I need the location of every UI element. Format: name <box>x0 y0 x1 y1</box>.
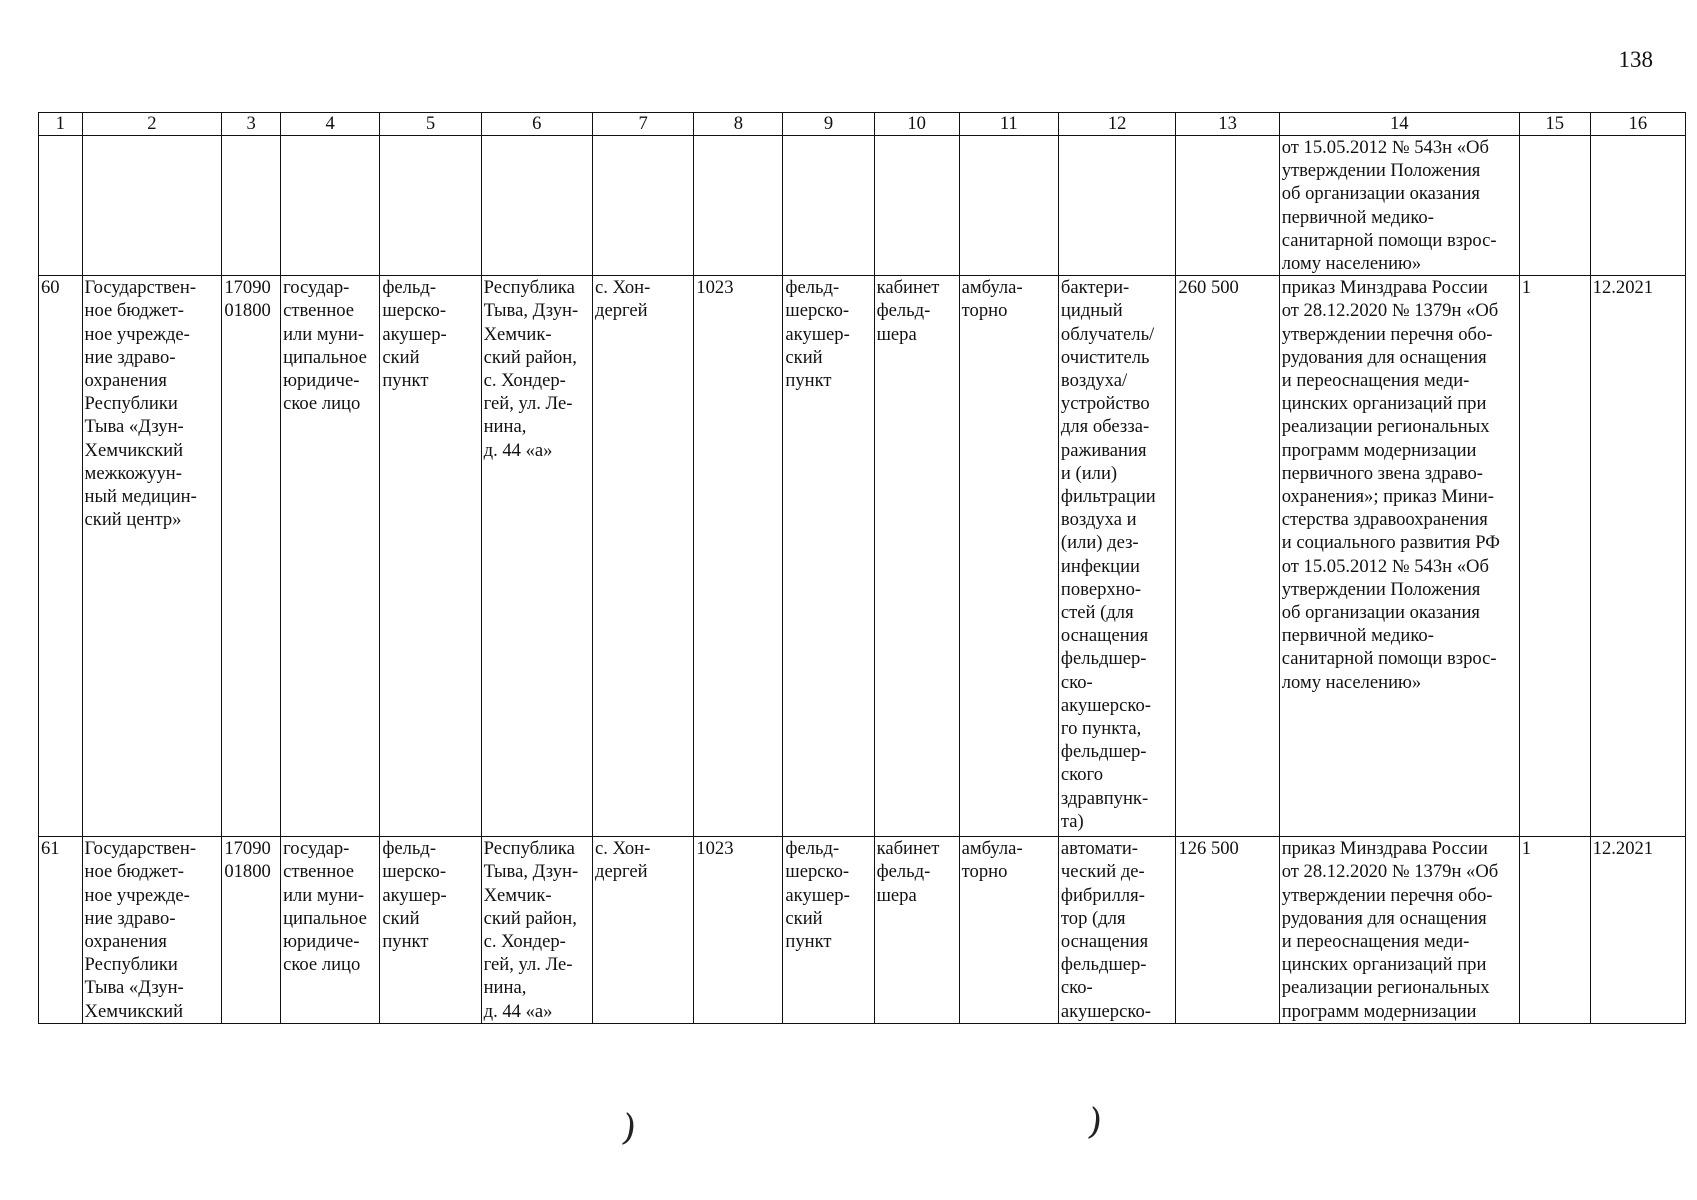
cell-line: ский <box>785 907 823 929</box>
cell-line: амбула- <box>961 277 1023 299</box>
scan-mark-left: ) <box>619 1107 639 1150</box>
cell-line: Тыва, Дзун- <box>483 300 579 322</box>
cell-line: стей (для <box>1060 602 1134 624</box>
room-name <box>874 837 959 1024</box>
cell-line: го пункта, <box>1060 718 1142 740</box>
cell-line: межкожуун- <box>84 462 182 484</box>
cell-line: оснащения <box>1060 931 1149 953</box>
cell-line: Тыва, Дзун- <box>483 861 579 883</box>
cell-line: ципальное <box>283 346 367 368</box>
legal-form <box>281 837 380 1024</box>
cell-line: та) <box>1060 810 1084 832</box>
cell-line: государ- <box>283 838 350 860</box>
legal-basis <box>1279 837 1519 1024</box>
col-header-15: 15 <box>1519 113 1590 136</box>
cell-line: ние здраво- <box>84 907 176 929</box>
cell-line: автомати- <box>1060 838 1138 860</box>
due-date: 12.2021 <box>1590 837 1685 1024</box>
cell-line: оснащения <box>1060 625 1149 647</box>
cell-line: с. Хон- <box>595 277 651 299</box>
facility-type <box>380 837 481 1024</box>
cell-line: ско- <box>1060 977 1093 999</box>
col-header-2: 2 <box>82 113 222 136</box>
cell-line: охранения <box>84 370 167 392</box>
cell-line: юридиче- <box>283 931 360 953</box>
cell-line: Хемчикский <box>84 1000 184 1022</box>
cell-line: ное учрежде- <box>84 884 190 906</box>
cell-line: тор (для <box>1060 907 1126 929</box>
cell-line: и (или) <box>1060 462 1118 484</box>
cell-line: пункт <box>382 931 429 953</box>
cell-line: раживания <box>1060 439 1147 461</box>
cell-line: гей, ул. Ле- <box>483 954 573 976</box>
room-name <box>874 276 959 837</box>
table-row <box>39 837 1686 1024</box>
col-header-16: 16 <box>1590 113 1685 136</box>
cell-line: облучатель/ <box>1060 323 1155 345</box>
col-header-10: 10 <box>874 113 959 136</box>
cell-line: программ модернизации <box>1281 1000 1477 1022</box>
cell-line: цинских организаций при <box>1281 954 1487 976</box>
cell-line: первичной медико- <box>1281 625 1434 647</box>
cell-line: 01800 <box>224 861 271 883</box>
cell-line: фельд- <box>876 861 931 883</box>
cell-line: акушерско- <box>1060 1000 1151 1022</box>
due-date: 12.2021 <box>1590 276 1685 837</box>
cell-line: от 15.05.2012 № 543н «Об <box>1281 137 1489 158</box>
cell-line: охранения»; приказ Мини- <box>1281 486 1494 508</box>
cell-line: поверхно- <box>1060 578 1142 600</box>
continuation-basis-cell <box>1279 136 1519 276</box>
cell-line: Республика <box>483 838 575 860</box>
equipment-cost: 126 500 <box>1176 837 1279 1024</box>
continuation-row <box>39 136 1686 276</box>
cell-line: ское лицо <box>283 954 361 976</box>
cell-line: 17090 <box>224 838 271 860</box>
facility-address <box>481 276 592 837</box>
cell-line: ского <box>1060 764 1104 786</box>
cell-line: кабинет <box>876 838 940 860</box>
cell-line: устройство <box>1060 393 1150 415</box>
cell-line: от 15.05.2012 № 543н «Об <box>1281 555 1489 577</box>
quantity: 1 <box>1519 837 1590 1024</box>
col-header-1: 1 <box>39 113 83 136</box>
cell-line: от 28.12.2020 № 1379н «Об <box>1281 300 1499 322</box>
cell-line: ский центр» <box>84 509 182 531</box>
equipment-name <box>1058 276 1175 837</box>
cell-line: фельдшер- <box>1060 741 1147 763</box>
col-header-8: 8 <box>694 113 783 136</box>
cell-line: нина, <box>483 977 527 999</box>
cell-line: утверждении перечня обо- <box>1281 884 1493 906</box>
cell-line: амбула- <box>961 838 1023 860</box>
cell-line: фельдшер- <box>1060 648 1147 670</box>
cell-line: ственное <box>283 300 355 322</box>
cell-line: воздуха и <box>1060 509 1137 531</box>
col-header-5: 5 <box>380 113 481 136</box>
cell-line: кабинет <box>876 277 940 299</box>
facility-type <box>380 276 481 837</box>
cell-line: лому населению» <box>1281 671 1422 693</box>
cell-line: пункт <box>785 931 832 953</box>
cell-line: шерско- <box>785 861 850 883</box>
cell-line: приказ Минздрава России <box>1281 838 1488 860</box>
cell-line: ние здраво- <box>84 346 176 368</box>
organization-name <box>82 837 222 1024</box>
cell-line: Республики <box>84 393 178 415</box>
document-table <box>38 112 1686 1024</box>
col-header-9: 9 <box>783 113 874 136</box>
cell-line: от 28.12.2020 № 1379н «Об <box>1281 861 1499 883</box>
organization-name <box>82 276 222 837</box>
cell-line: фельд- <box>785 277 840 299</box>
cell-line: реализации региональных <box>1281 416 1490 438</box>
settlement <box>593 276 694 837</box>
cell-line: очиститель <box>1060 346 1150 368</box>
cell-line: акушер- <box>785 323 850 345</box>
cell-line: фельд- <box>382 277 437 299</box>
cell-line: ное бюджет- <box>84 300 184 322</box>
cell-line: с. Хондер- <box>483 931 566 953</box>
cell-line: и социального развития РФ <box>1281 532 1500 554</box>
cell-line: и переоснащения меди- <box>1281 370 1470 392</box>
table-row <box>39 276 1686 837</box>
cell-line: фельд- <box>876 300 931 322</box>
cell-line: ципальное <box>283 907 367 929</box>
col-header-4: 4 <box>281 113 380 136</box>
row-number: 60 <box>39 276 83 837</box>
cell-line: торно <box>961 300 1008 322</box>
equipment-name <box>1058 837 1175 1024</box>
cell-line: акушер- <box>785 884 850 906</box>
equipment-cost: 260 500 <box>1176 276 1279 837</box>
scan-mark-right: ) <box>1085 1101 1105 1144</box>
care-type <box>959 276 1058 837</box>
cell-line: ский район, <box>483 907 577 929</box>
cell-line: здравпунк- <box>1060 787 1149 809</box>
cell-line: (или) дез- <box>1060 532 1139 554</box>
cell-line: ский <box>382 907 420 929</box>
cell-line: фельд- <box>382 838 437 860</box>
cell-line: Тыва «Дзун- <box>84 977 184 999</box>
quantity: 1 <box>1519 276 1590 837</box>
cell-line: шерско- <box>382 861 447 883</box>
cell-line: акушерско- <box>1060 694 1151 716</box>
cell-line: рудования для оснащения <box>1281 907 1487 929</box>
cell-line: д. 44 «а» <box>483 439 553 461</box>
cell-line: санитарной помощи взрос- <box>1281 648 1497 670</box>
cell-line: государ- <box>283 277 350 299</box>
cell-line: или муни- <box>283 323 365 345</box>
cell-line: ственное <box>283 861 355 883</box>
cell-line: утверждении Положения <box>1281 160 1481 182</box>
cell-line: фибрилля- <box>1060 884 1145 906</box>
cell-line: воздуха/ <box>1060 370 1128 392</box>
col-header-13: 13 <box>1176 113 1279 136</box>
cell-line: утверждении перечня обо- <box>1281 323 1493 345</box>
cell-line: стерства здравоохранения <box>1281 509 1488 531</box>
header-row <box>39 113 1686 136</box>
organization-code <box>222 276 281 837</box>
col-header-6: 6 <box>481 113 592 136</box>
cell-line: ный медицин- <box>84 486 197 508</box>
cell-line: с. Хондер- <box>483 370 566 392</box>
cell-line: шерско- <box>785 300 850 322</box>
cell-line: ский район, <box>483 346 577 368</box>
cell-line: рудования для оснащения <box>1281 346 1487 368</box>
cell-line: охранения <box>84 931 167 953</box>
cell-line: или муни- <box>283 884 365 906</box>
cell-line: об организации оказания <box>1281 183 1480 205</box>
cell-line: 17090 <box>224 277 271 299</box>
cell-line: дергей <box>595 300 648 322</box>
cell-line: ский <box>382 346 420 368</box>
cell-line: торно <box>961 861 1008 883</box>
cell-line: и переоснащения меди- <box>1281 931 1470 953</box>
cell-line: ский <box>785 346 823 368</box>
cell-line: первичного звена здраво- <box>1281 462 1483 484</box>
cell-line: 01800 <box>224 300 271 322</box>
cell-line: Тыва «Дзун- <box>84 416 184 438</box>
structural-unit <box>783 837 874 1024</box>
col-header-14: 14 <box>1279 113 1519 136</box>
cell-line: Хемчик- <box>483 323 552 345</box>
cell-line: реализации региональных <box>1281 977 1490 999</box>
cell-line: Республики <box>84 954 178 976</box>
care-type <box>959 837 1058 1024</box>
cell-line: программ модернизации <box>1281 439 1477 461</box>
cell-line: ное бюджет- <box>84 861 184 883</box>
population: 1023 <box>694 276 783 837</box>
cell-line: ское лицо <box>283 393 361 415</box>
col-header-11: 11 <box>959 113 1058 136</box>
col-header-7: 7 <box>593 113 694 136</box>
cell-line: ческий де- <box>1060 861 1145 883</box>
row-number: 61 <box>39 837 83 1024</box>
cell-line: дергей <box>595 861 648 883</box>
cell-line: Государствен- <box>84 277 197 299</box>
cell-line: юридиче- <box>283 370 360 392</box>
organization-code <box>222 837 281 1024</box>
cell-line: Государствен- <box>84 838 197 860</box>
cell-line: пункт <box>382 370 429 392</box>
cell-line: для обезза- <box>1060 416 1150 438</box>
cell-line: акушер- <box>382 884 447 906</box>
cell-line: об организации оказания <box>1281 602 1480 624</box>
cell-line: д. 44 «а» <box>483 1000 553 1022</box>
cell-line: Хемчик- <box>483 884 552 906</box>
cell-line: цидный <box>1060 300 1123 322</box>
cell-line: нина, <box>483 416 527 438</box>
col-header-12: 12 <box>1058 113 1175 136</box>
cell-line: Хемчикский <box>84 439 184 461</box>
structural-unit <box>783 276 874 837</box>
cell-line: пункт <box>785 370 832 392</box>
facility-address <box>481 837 592 1024</box>
cell-line: ско- <box>1060 671 1093 693</box>
cell-line: шера <box>876 884 917 906</box>
cell-line: санитарной помощи взрос- <box>1281 229 1497 251</box>
cell-line: Республика <box>483 277 575 299</box>
settlement <box>593 837 694 1024</box>
cell-line: акушер- <box>382 323 447 345</box>
cell-line: инфекции <box>1060 555 1141 577</box>
population: 1023 <box>694 837 783 1024</box>
cell-line: с. Хон- <box>595 838 651 860</box>
cell-line: фельдшер- <box>1060 954 1147 976</box>
cell-line: фельд- <box>785 838 840 860</box>
legal-form <box>281 276 380 837</box>
col-header-3: 3 <box>222 113 281 136</box>
cell-line: бактери- <box>1060 277 1130 299</box>
cell-line: приказ Минздрава России <box>1281 277 1488 299</box>
legal-basis <box>1279 276 1519 837</box>
cell-line: первичной медико- <box>1281 206 1434 228</box>
cell-line: шерско- <box>382 300 447 322</box>
cell-line: гей, ул. Ле- <box>483 393 573 415</box>
cell-line: утверждении Положения <box>1281 578 1481 600</box>
page-number: 138 <box>1618 47 1653 72</box>
cell-line: фильтрации <box>1060 486 1156 508</box>
cell-line: лому населению» <box>1281 253 1422 275</box>
cell-line: шера <box>876 323 917 345</box>
cell-line: ное учрежде- <box>84 323 190 345</box>
cell-line: цинских организаций при <box>1281 393 1487 415</box>
